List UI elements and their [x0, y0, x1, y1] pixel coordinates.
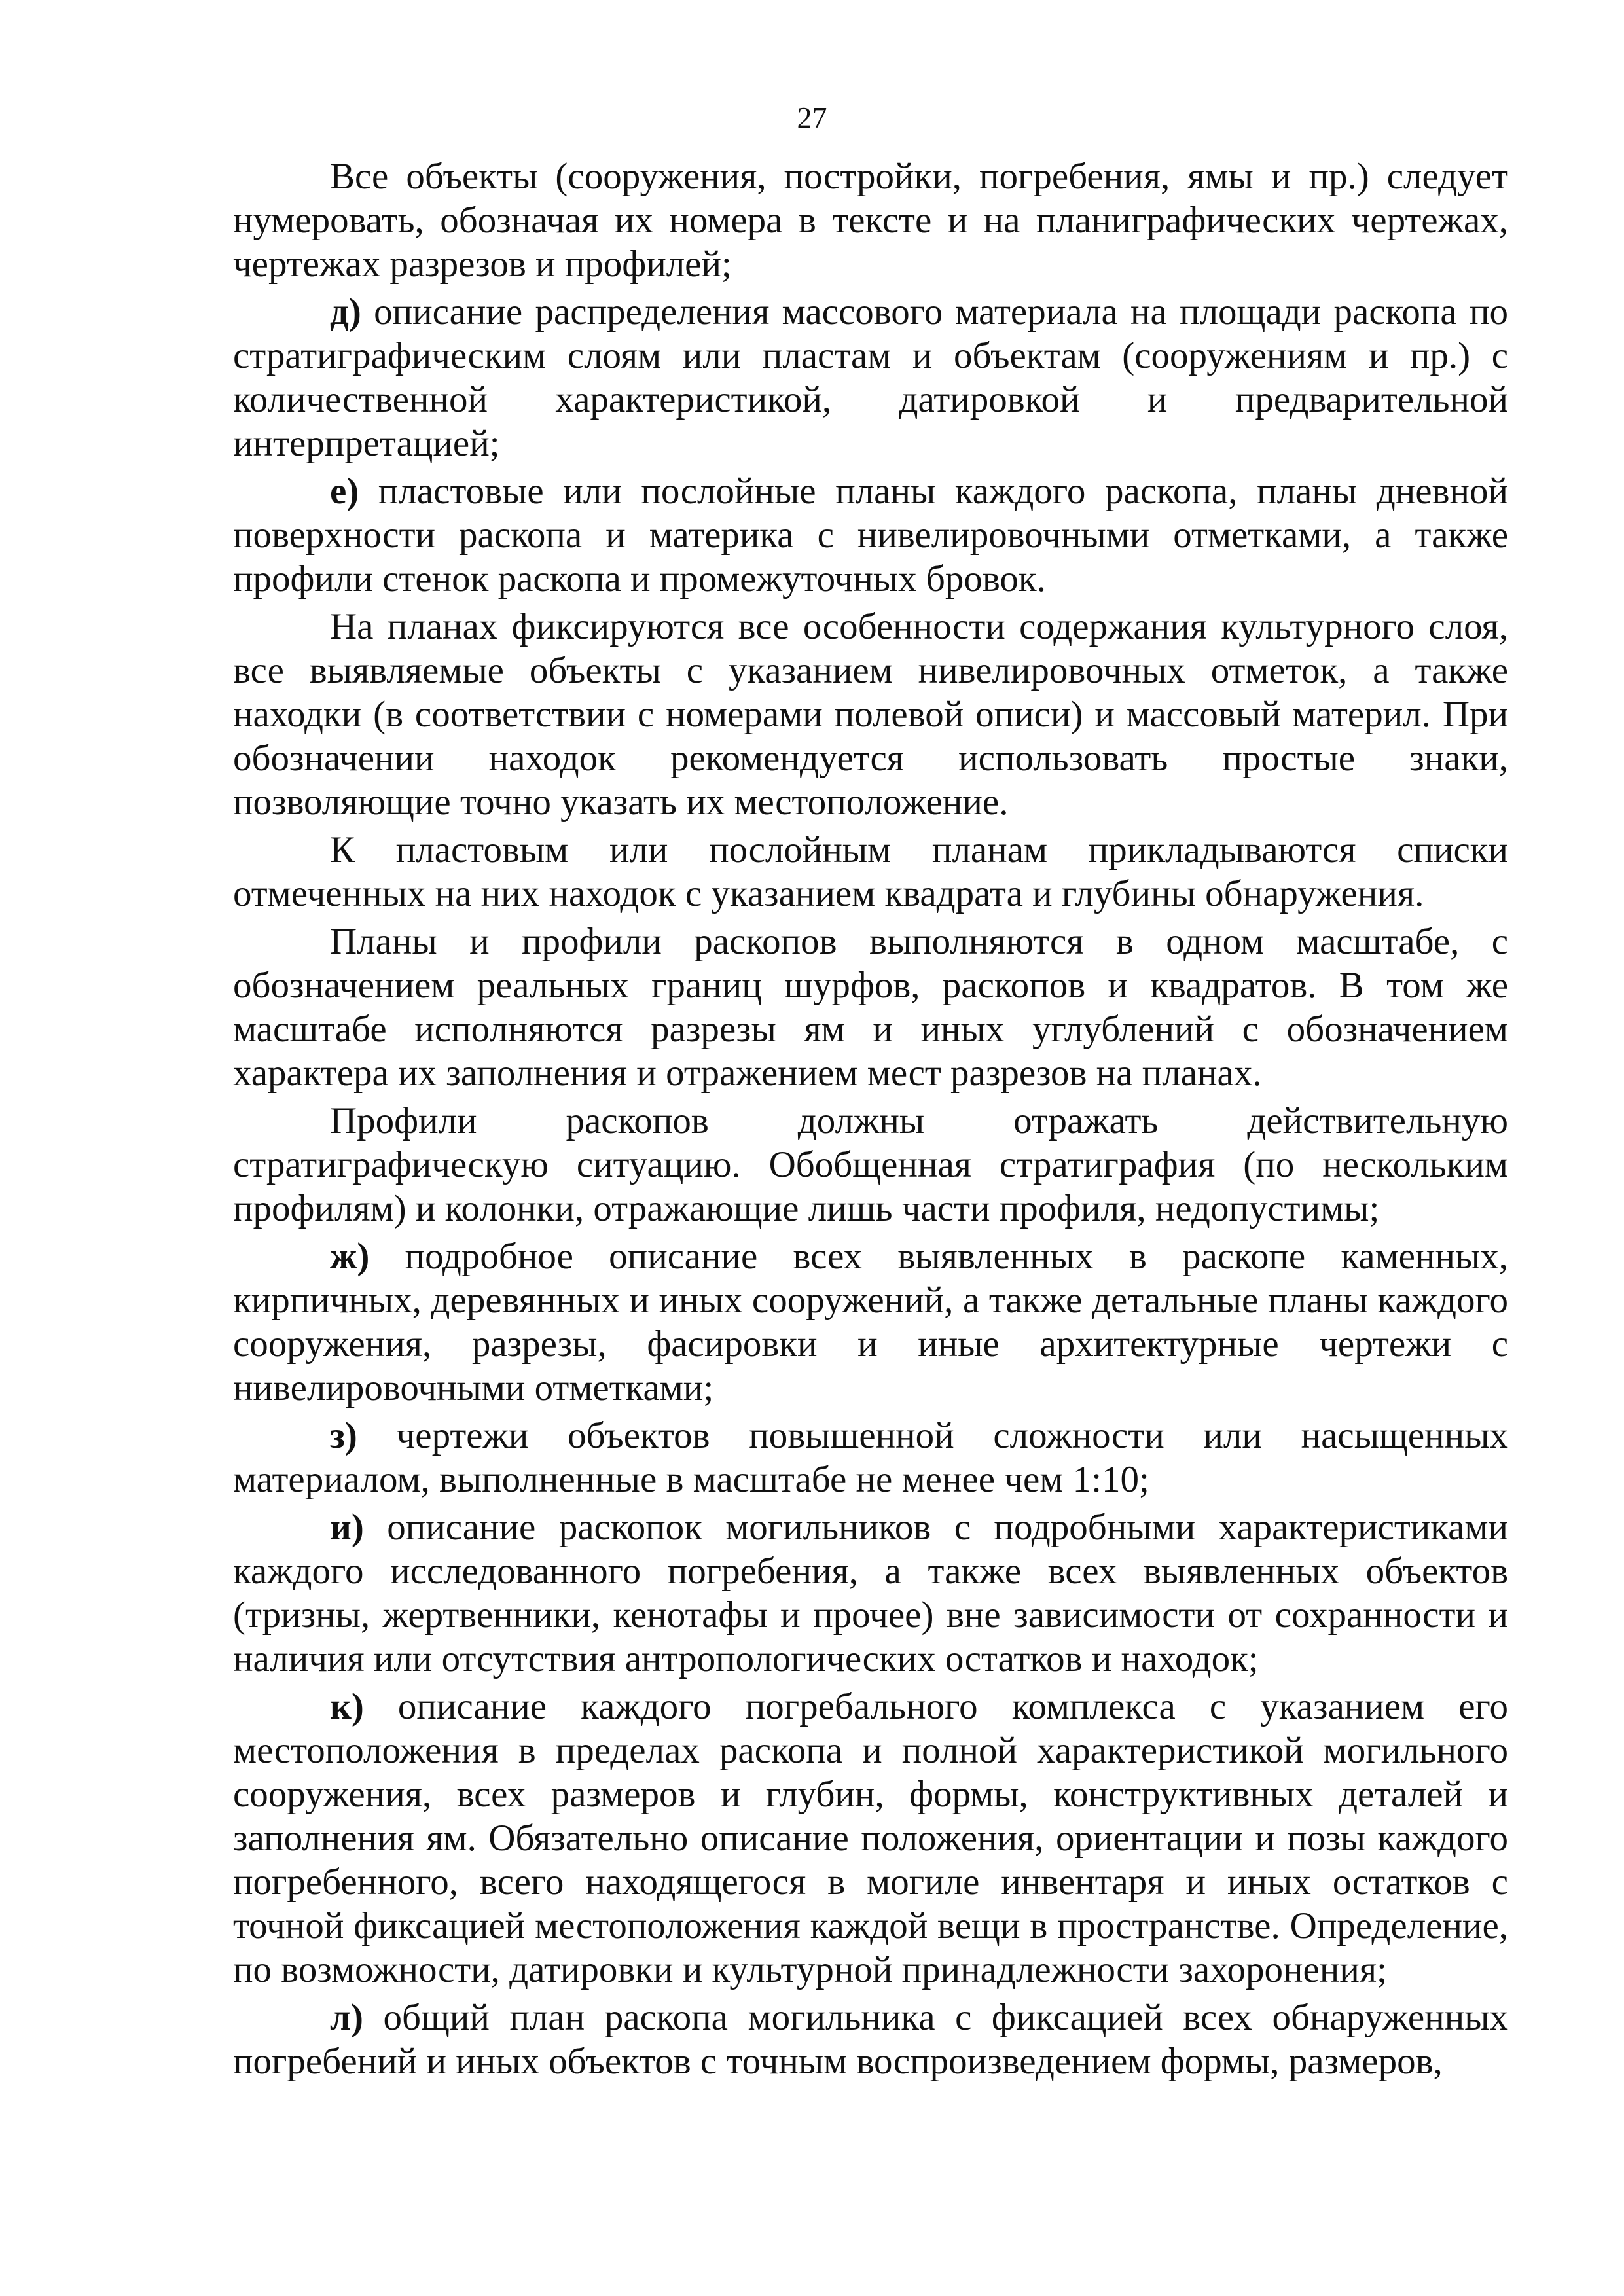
paragraph-text: Планы и профили раскопов выполняются в одном масштабе, с обозначением реальных границ шурфов, раскопов и квадратов. В том же масштабе исполняются разрезы ям и иных углублений с обозначением характера их заполнения и отражением мест разрезов на планах.: [233, 921, 1508, 1094]
list-marker: и): [330, 1507, 364, 1548]
paragraph-text: подробное описание всех выявленных в раскопе каменных, кирпичных, деревянных и иных сооружений, а также детальные планы каждого сооружения, разрезы, фасировки и иные архитектурные чертежи с нивелировочными отметками;: [233, 1236, 1508, 1408]
paragraph: [233, 1685, 1508, 1992]
list-marker: ж): [330, 1236, 370, 1277]
paragraph-text: описание распределения массового материала на площади раскопа по стратиграфическим слоям или пластам и объектам (сооружениям и пр.) с количественной характеристикой, датировкой и предварительной интерпретацией;: [233, 291, 1508, 464]
paragraph: [233, 469, 1508, 601]
list-marker: е): [330, 471, 359, 512]
paragraph-text: чертежи объектов повышенной сложности или насыщенных материалом, выполненные в масштабе не менее чем 1:10;: [233, 1415, 1508, 1500]
paragraph: [233, 828, 1508, 916]
page-number: 27: [797, 101, 827, 134]
paragraph: [233, 920, 1508, 1095]
paragraph: [233, 1505, 1508, 1681]
paragraph-text: К пластовым или послойным планам прикладываются списки отмеченных на них находок с указанием квадрата и глубины обнаружения.: [233, 829, 1508, 914]
list-marker: л): [330, 1997, 363, 2038]
list-marker: к): [330, 1686, 364, 1727]
paragraph-text: пластовые или послойные планы каждого раскопа, планы дневной поверхности раскопа и материка с нивелировочными отметками, а также профили стенок раскопа и промежуточных бровок.: [233, 471, 1508, 600]
paragraph: [233, 605, 1508, 824]
list-marker: з): [330, 1415, 357, 1456]
paragraph-text: описание каждого погребального комплекса с указанием его местоположения в пределах раскопа и полной характеристикой могильного сооружения, всех размеров и глубин, формы, конструктивных деталей и заполнения ям. Обязательно описание положения, ориентации и позы каждого погребенного, всего находящегося в могиле инвентаря и иных остатков с точной фиксацией местоположения каждой вещи в пространстве. Определение, по возможности, датировки и культурной принадлежности захоронения;: [233, 1686, 1508, 1990]
paragraph: [233, 1414, 1508, 1501]
paragraph: [233, 1099, 1508, 1230]
document-body: [233, 154, 1508, 2087]
paragraph: [233, 154, 1508, 286]
paragraph-text: описание раскопок могильников с подробными характеристиками каждого исследованного погребения, а также всех выявленных объектов (тризны, жертвенники, кенотафы и прочее) вне зависимости от сохранности и наличия или отсутствия антропологических остатков и находок;: [233, 1507, 1508, 1679]
list-marker: д): [330, 291, 361, 332]
paragraph: [233, 1234, 1508, 1410]
paragraph-text: На планах фиксируются все особенности содержания культурного слоя, все выявляемые объекты с указанием нивелировочных отметок, а также находки (в соответствии с номерами полевой описи) и массовый материл. При обозначении находок рекомендуется использовать простые знаки, позволяющие точно указать их местоположение.: [233, 606, 1508, 823]
paragraph-text: Все объекты (сооружения, постройки, погребения, ямы и пр.) следует нумеровать, обозначая их номера в тексте и на планиграфических чертежах, чертежах разрезов и профилей;: [233, 156, 1508, 285]
paragraph-text: Профили раскопов должны отражать действительную стратиграфическую ситуацию. Обобщенная стратиграфия (по нескольким профилям) и колонки, отражающие лишь части профиля, недопустимы;: [233, 1100, 1508, 1229]
paragraph-text: общий план раскопа могильника с фиксацией всех обнаруженных погребений и иных объектов с точным воспроизведением формы, размеров,: [233, 1997, 1508, 2082]
paragraph: [233, 1996, 1508, 2083]
paragraph: [233, 290, 1508, 465]
